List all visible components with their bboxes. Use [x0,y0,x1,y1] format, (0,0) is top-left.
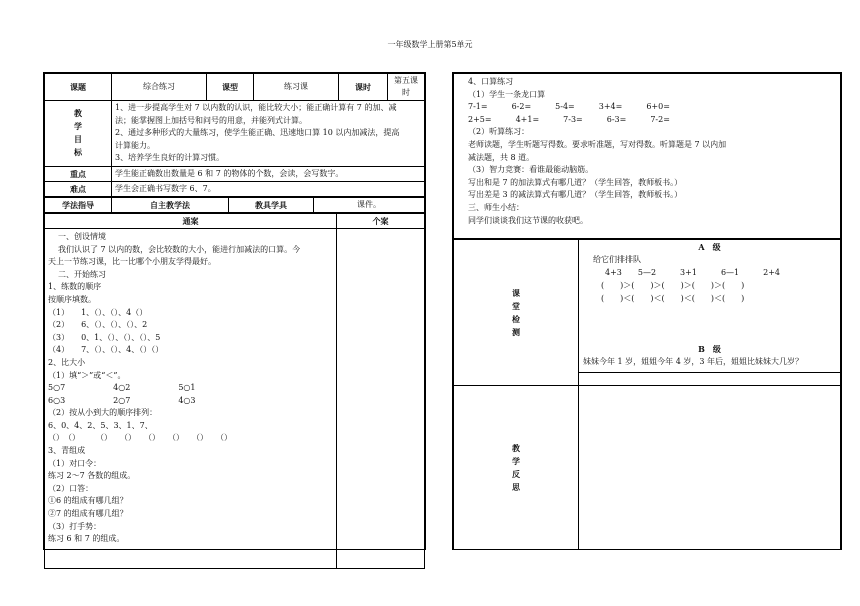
oral-practice-section: 4、口算练习 （1）学生一条龙口算 7-1= 6-2= 5-4= 3+4= 6+0= 2+5= 4+1= 7-3= 6-3= 7-2= （2）听算练习： 老师读题，学生听题写得数。要求听准题，写对得数。听算题是 7 以内加 减法题，共 8 道。 （3）智力竞赛：看谁最能动脑筋。 写出和是 7 的加法算式有哪几道？（学生回答，教师板书。） 写出差是 3 的减法算式有哪几道？（学生回答，教师板书。） 三、师生小结： 同学们谈谈我们这节课的收获吧。 [454,74,841,239]
lesson-plan-left [43,72,426,550]
personal-plan-body [337,228,425,568]
goals-label: 教 学 目 标 [45,101,112,167]
tools-label: 教具学具 [229,197,314,212]
check-label: 课 堂 检 测 [454,240,579,386]
goals-text: 1、进一步提高学生对 7 以内数的认识，能比较大小；能正确计算有 7 的加、减 法；能掌握图上加括号和问号的用意，并能列式计算。 2、通过多种形式的大量练习，使学生能正确、迅速地口算 10 以内加减法，提高 计算能力。 3、培养学生良好的计算习惯。 [112,101,425,167]
guide-label: 学法指导 [45,197,112,212]
check-a-row2: ( )＜( )＜( )＜( )＜( ) [601,294,745,303]
difficult-text: 学生会正确书写数字 6、7。 [112,181,425,196]
type-value: 练习课 [254,74,339,101]
topic-value: 综合练习 [112,74,207,101]
guide-value: 自主教学法 [112,197,229,212]
topic-label: 课题 [45,74,112,101]
common-plan-header: 通案 [45,213,337,228]
common-plan-body: 一、创设情境 我们认识了 7 以内的数，会比较数的大小，能进行加减法的口算。今 天上一节练习课，比一比哪个小朋友学得最好。 二、开始练习 1、练数的顺序 按顺序填数。 （1） 1、（）、（）、4（） （2） 6、（）、（）、（）、2 （3） 0、1、（）、（）、（）、5 （4） 7、（）、（）、4、（）（） 2、比大小 （1）填“＞”或“＜”。 5○7 4○2 5○1 6○3 2○7 4○3 （2）按从小到大的顺序排列： 6、0、4、2、5、3、1、7、 （） （） （） （） （） （） （） （） 3、青组成 （1）对口令： 练习 2～7 各数的组成。 （2）口答： ①6 的组成有哪几组？ ②7 的组成有哪几组？ （3）打手势： 练习 6 和 7 的组成。 [45,228,337,568]
check-a-row1: ( )＞( )＞( )＞( )＞( ) [601,281,745,290]
document-header: 一年级数学上册第5单元 [387,40,473,49]
period-value: 第五课时 [388,74,425,101]
period-label: 课时 [339,74,388,101]
lesson-plan-right [452,72,842,550]
check-content [579,240,841,386]
key-text: 学生能正确数出数量是 6 和 7 的物体的个数，会读，会写数字。 [112,166,425,181]
check-a-title: A 级 [698,242,721,252]
difficult-label: 难点 [45,181,112,196]
check-b-title: B 级 [698,344,721,354]
check-a-intro: 给它们排排队 [593,255,641,264]
check-a-exprs: 4+3 5—2 3+1 6—1 2+4 [605,268,781,277]
reflection-content [579,386,841,550]
personal-plan-header: 个案 [337,213,425,228]
type-label: 课型 [207,74,254,101]
reflection-label: 教 学 反 思 [454,386,579,550]
tools-value: 课件。 [314,197,425,212]
check-b-text: 妹妹今年 1 岁，姐姐今年 4 岁，3 年后，姐姐比妹妹大几岁？ [579,355,840,373]
key-label: 重点 [45,166,112,181]
